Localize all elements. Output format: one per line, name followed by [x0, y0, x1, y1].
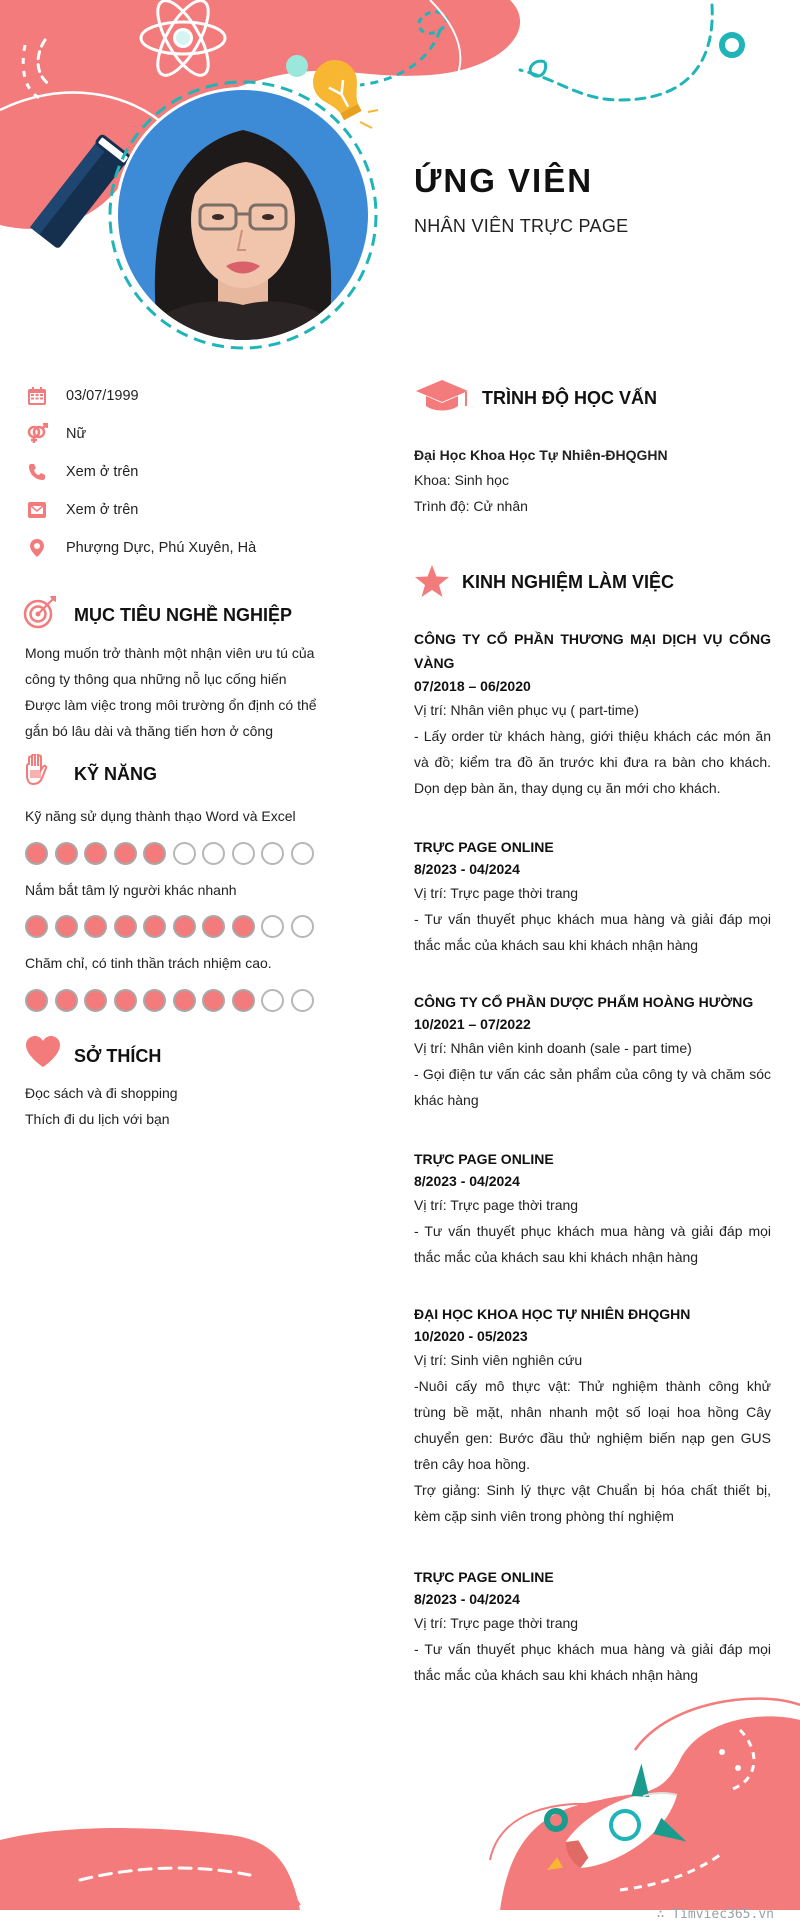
- skill-dot-filled: [25, 989, 48, 1012]
- info-row-birthday: [26, 384, 139, 408]
- skill-dot-filled: [114, 989, 137, 1012]
- skill-rating: [25, 989, 314, 1012]
- skill-dot-filled: [232, 915, 255, 938]
- job-company: TRỰC PAGE ONLINE: [414, 1151, 554, 1167]
- job-date: 10/2021 – 07/2022: [414, 1016, 531, 1032]
- raised-hand-icon: [24, 754, 50, 786]
- job-description: [414, 1610, 771, 1688]
- info-row-gender: [26, 422, 86, 446]
- skill-dot-filled: [202, 915, 225, 938]
- skill-rating: [25, 842, 314, 865]
- objective-title: MỤC TIÊU NGHỀ NGHIỆP: [74, 605, 293, 625]
- candidate-name: ỨNG VIÊN: [414, 162, 594, 199]
- skill-dot-filled: [84, 915, 107, 938]
- email-text: Xem ở trên: [66, 502, 139, 518]
- skill-dot-filled: [202, 989, 225, 1012]
- address-text: Phượng Dực, Phú Xuyên, Hà: [66, 540, 257, 556]
- footer-watermark: ∴ Timviec365.vn: [656, 1907, 774, 1922]
- experience-title: KINH NGHIỆM LÀM VIỆC: [462, 572, 675, 592]
- skill-dot-filled: [84, 842, 107, 865]
- skill-dot-filled: [114, 915, 137, 938]
- job-company: TRỰC PAGE ONLINE: [414, 839, 554, 855]
- skill-label: Kỹ năng sử dụng thành thạo Word và Excel: [25, 808, 296, 824]
- header-decoration: [0, 0, 800, 360]
- education-school: Đại Học Khoa Học Tự Nhiên-ĐHQGHN: [414, 447, 668, 463]
- skill-dot-filled: [232, 989, 255, 1012]
- skill-dot-filled: [55, 989, 78, 1012]
- skill-dot-filled: [55, 915, 78, 938]
- job-line: Vị trí: Nhân viên kinh doanh (sale - part time): [414, 1040, 692, 1056]
- skill-dot-filled: [143, 915, 166, 938]
- candidate-role: NHÂN VIÊN TRỰC PAGE: [414, 216, 629, 236]
- job-date: 8/2023 - 04/2024: [414, 861, 520, 877]
- avatar: [118, 90, 368, 340]
- job-description: [414, 1035, 771, 1113]
- job-line: Vị trí: Trực page thời trang: [414, 885, 579, 901]
- heart-icon: [24, 1035, 62, 1069]
- skill-label: Chăm chỉ, có tinh thần trách nhiệm cao.: [25, 955, 272, 971]
- skill-dot-empty: [261, 989, 284, 1012]
- objective-text: [25, 640, 345, 744]
- hobbies-text: [25, 1080, 345, 1132]
- birthday-text: 03/07/1999: [66, 388, 139, 404]
- skill-dot-empty: [173, 842, 196, 865]
- job-company: CÔNG TY CỔ PHẦN DƯỢC PHẨM HOÀNG HƯỜNG: [414, 994, 754, 1010]
- skills-title: KỸ NĂNG: [74, 764, 158, 784]
- skill-dot-empty: [291, 915, 314, 938]
- skill-dot-filled: [143, 842, 166, 865]
- skill-dot-filled: [84, 989, 107, 1012]
- skill-dot-filled: [25, 915, 48, 938]
- info-row-email: [26, 498, 138, 522]
- education-major: Khoa: Sinh học: [414, 472, 509, 488]
- phone-text: Xem ở trên: [66, 464, 139, 480]
- email-icon: [26, 499, 48, 521]
- skill-dot-empty: [291, 989, 314, 1012]
- job-date: 10/2020 - 05/2023: [414, 1328, 528, 1344]
- skill-dot-filled: [143, 989, 166, 1012]
- skill-dot-empty: [261, 915, 284, 938]
- skill-dot-empty: [291, 842, 314, 865]
- job-date: 07/2018 – 06/2020: [414, 678, 531, 694]
- calendar-icon: [26, 385, 48, 407]
- footer-decoration: [0, 1690, 800, 1930]
- gender-text: Nữ: [66, 426, 87, 442]
- job-company: TRỰC PAGE ONLINE: [414, 1569, 554, 1585]
- skill-dot-empty: [202, 842, 225, 865]
- job-line: Vị trí: Sinh viên nghiên cứu: [414, 1352, 583, 1368]
- job-company: CÔNG TY CỔ PHẦN THƯƠNG MẠI DỊCH VỤ CỔNG VÀNG: [414, 631, 771, 671]
- education-level: Trình độ: Cử nhân: [414, 498, 528, 514]
- hobby-line: Đọc sách và đi shopping: [25, 1085, 178, 1101]
- job-line: - Gọi điện tư vấn các sản phẩm của công ty và chăm sóc khác hàng: [414, 1066, 771, 1108]
- gender-icon: [26, 423, 48, 445]
- job-line: Vị trí: Trực page thời trang: [414, 1615, 579, 1631]
- skill-dot-filled: [114, 842, 137, 865]
- job-line: - Tư vấn thuyết phục khách mua hàng và giải đáp mọi thắc mắc của khách sau khi khách nhận hàng: [414, 1641, 771, 1683]
- job-description: [414, 1347, 771, 1529]
- skill-dot-filled: [173, 915, 196, 938]
- job-description: [414, 697, 771, 801]
- job-description: [414, 1192, 771, 1270]
- job-line: - Tư vấn thuyết phục khách mua hàng và giải đáp mọi thắc mắc của khách sau khi khách nhận hàng: [414, 1223, 771, 1265]
- job-line: Vị trí: Trực page thời trang: [414, 1197, 579, 1213]
- job-line: -Nuôi cấy mô thực vật: Thử nghiệm thành công khử trùng bề mặt, nhân nhanh một số loại hoa hồng Cây chuyển gen: Bước đầu thử nghiệm biến nạp gen GUS trên cây hoa hồng.: [414, 1378, 771, 1472]
- job-date: 8/2023 - 04/2024: [414, 1173, 520, 1189]
- job-line: Vị trí: Nhân viên phục vụ ( part-time): [414, 702, 639, 718]
- objective-line: Mong muốn trở thành một nhận viên ưu tú của: [25, 645, 315, 661]
- hobby-line: Thích đi du lịch với bạn: [25, 1111, 170, 1127]
- hobbies-title: SỞ THÍCH: [74, 1046, 162, 1066]
- skill-label: Nắm bắt tâm lý người khác nhanh: [25, 882, 237, 898]
- info-row-address: [26, 536, 256, 560]
- job-line: - Lấy order từ khách hàng, giới thiệu khách các món ăn và đồ; kiểm tra đồ ăn trước khi đưa ra bàn cho khách. Dọn dẹp bàn ăn, thay dụng cụ ăn mới cho khách.: [414, 728, 771, 796]
- education-title: TRÌNH ĐỘ HỌC VẤN: [482, 388, 657, 408]
- phone-icon: [26, 461, 48, 483]
- job-line: - Tư vấn thuyết phục khách mua hàng và giải đáp mọi thắc mắc của khách sau khi khách nhận hàng: [414, 911, 771, 953]
- skill-rating: [25, 915, 314, 938]
- graduation-cap-icon: [414, 378, 470, 414]
- job-company: ĐẠI HỌC KHOA HỌC TỰ NHIÊN ĐHQGHN: [414, 1306, 691, 1322]
- skill-dot-empty: [261, 842, 284, 865]
- job-description: [414, 880, 771, 958]
- info-row-phone: [26, 460, 138, 484]
- star-icon: [414, 564, 450, 598]
- location-pin-icon: [26, 537, 48, 559]
- skill-dot-filled: [25, 842, 48, 865]
- skill-dot-filled: [55, 842, 78, 865]
- objective-line: công ty thông qua những nỗ lục cống hiến: [25, 671, 287, 687]
- job-date: 8/2023 - 04/2024: [414, 1591, 520, 1607]
- skill-dot-empty: [232, 842, 255, 865]
- target-icon: [22, 594, 58, 630]
- skill-dot-filled: [173, 989, 196, 1012]
- objective-line: gắn bó lâu dài và thăng tiến hơn ở công: [25, 723, 273, 739]
- job-line: Trợ giảng: Sinh lý thực vật Chuẩn bị hóa chất thiết bị, kèm cặp sinh viên trong phòng thí nghiệm: [414, 1482, 771, 1524]
- objective-line: Được làm việc trong môi trường ổn định có thể: [25, 697, 317, 713]
